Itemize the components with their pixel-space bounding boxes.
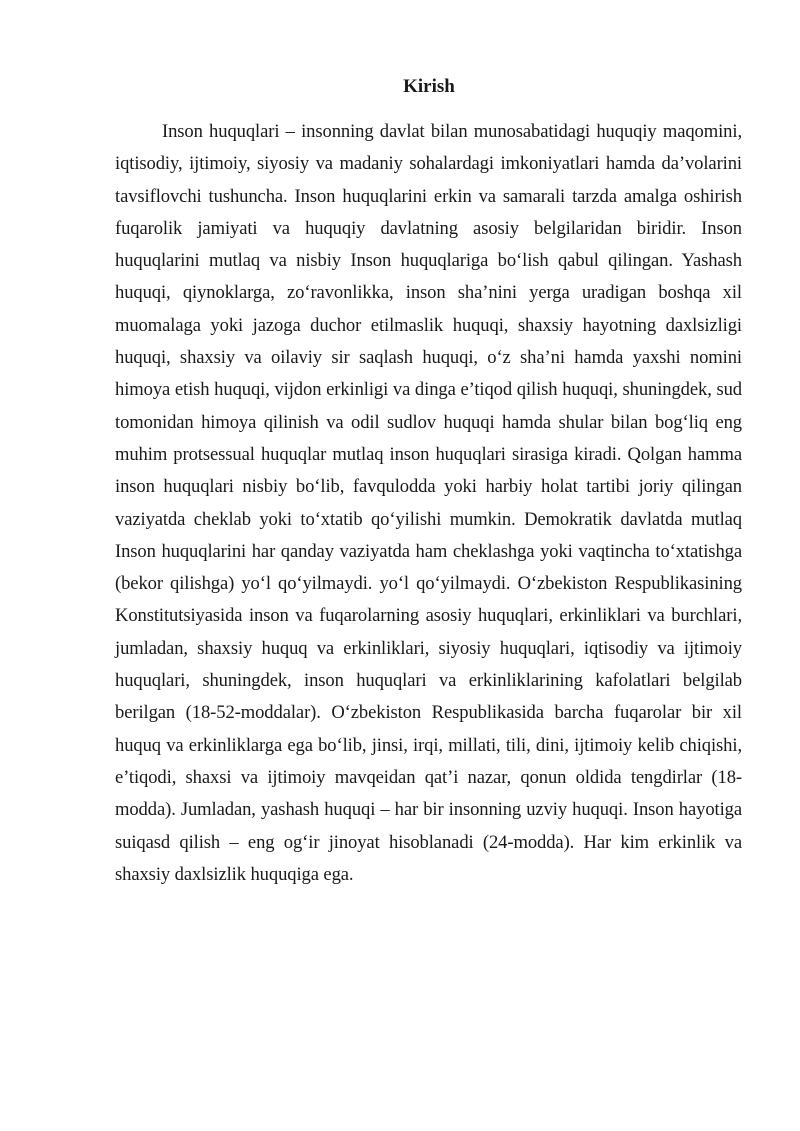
page-title: Kirish: [403, 76, 455, 97]
body-paragraph: Inson huquqlari – insonning davlat bilan munosabatidagi huquqiy maqomini, iqtisodiy, ijtimoiy, siyosiy va madaniy sohalardagi imkoniyatlari hamda da’volarini tavsiflovchi tushuncha. Inson huquqlarini erkin va samarali tarzda amalga oshirish fuqarolik jamiyati va huquqiy davlatning asosiy belgilaridan biridir. Inson huquqlarini mutlaq va nisbiy Inson huquqlariga bo‘lish qabul qilingan. Yashash huquqi, qiynoklarga, zo‘ravonlikka, inson sha’nini yerga uradigan boshqa xil muomalaga yoki jazoga duchor etilmaslik huquqi, shaxsiy hayotning daxlsizligi huquqi, shaxsiy va oilaviy sir saqlash huquqi, o‘z sha’ni hamda yaxshi nomini himoya etish huquqi, vijdon erkinligi va dinga e’tiqod qilish huquqi, shuningdek, sud tomonidan himoya qilinish va odil sudlov huquqi hamda shular bilan bog‘liq eng muhim protsessual huquqlar mutlaq inson huquqlari sirasiga kiradi. Qolgan hamma inson huquqlari nisbiy bo‘lib, favqulodda yoki harbiy holat tartibi joriy qilingan vaziyatda cheklab yoki to‘xtatib qo‘yilishi mumkin. Demokratik davlatda mutlaq Inson huquqlarini har qanday vaziyatda ham cheklashga yoki vaqtincha to‘xtatishga (bekor qilishga) yo‘l qo‘yilmaydi. yo‘l qo‘yilmaydi. O‘zbekiston Respublikasining Konstitutsiyasida inson va fuqarolarning asosiy huquqlari, erkinliklari va burchlari, jumladan, shaxsiy huquq va erkinliklari, siyosiy huquqlari, iqtisodiy va ijtimoiy huquqlari, shuningdek, inson huquqlari va erkinliklarining kafolatlari belgilab berilgan (18-52-moddalar). O‘zbekiston Respublikasida barcha fuqarolar bir xil huquq va erkinliklarga ega bo‘lib, jinsi, irqi, millati, tili, dini, ijtimoiy kelib chiqishi, e’tiqodi, shaxsi va ijtimoiy mavqeidan qat’i nazar, qonun oldida tengdirlar (18-modda). Jumladan, yashash huquqi – har bir insonning uzviy huquqi. Inson hayotiga suiqasd qilish – eng og‘ir jinoyat hisoblanadi (24-modda). Har kim erkinlik va shaxsiy daxlsizlik huquqiga ega.: [115, 121, 742, 885]
